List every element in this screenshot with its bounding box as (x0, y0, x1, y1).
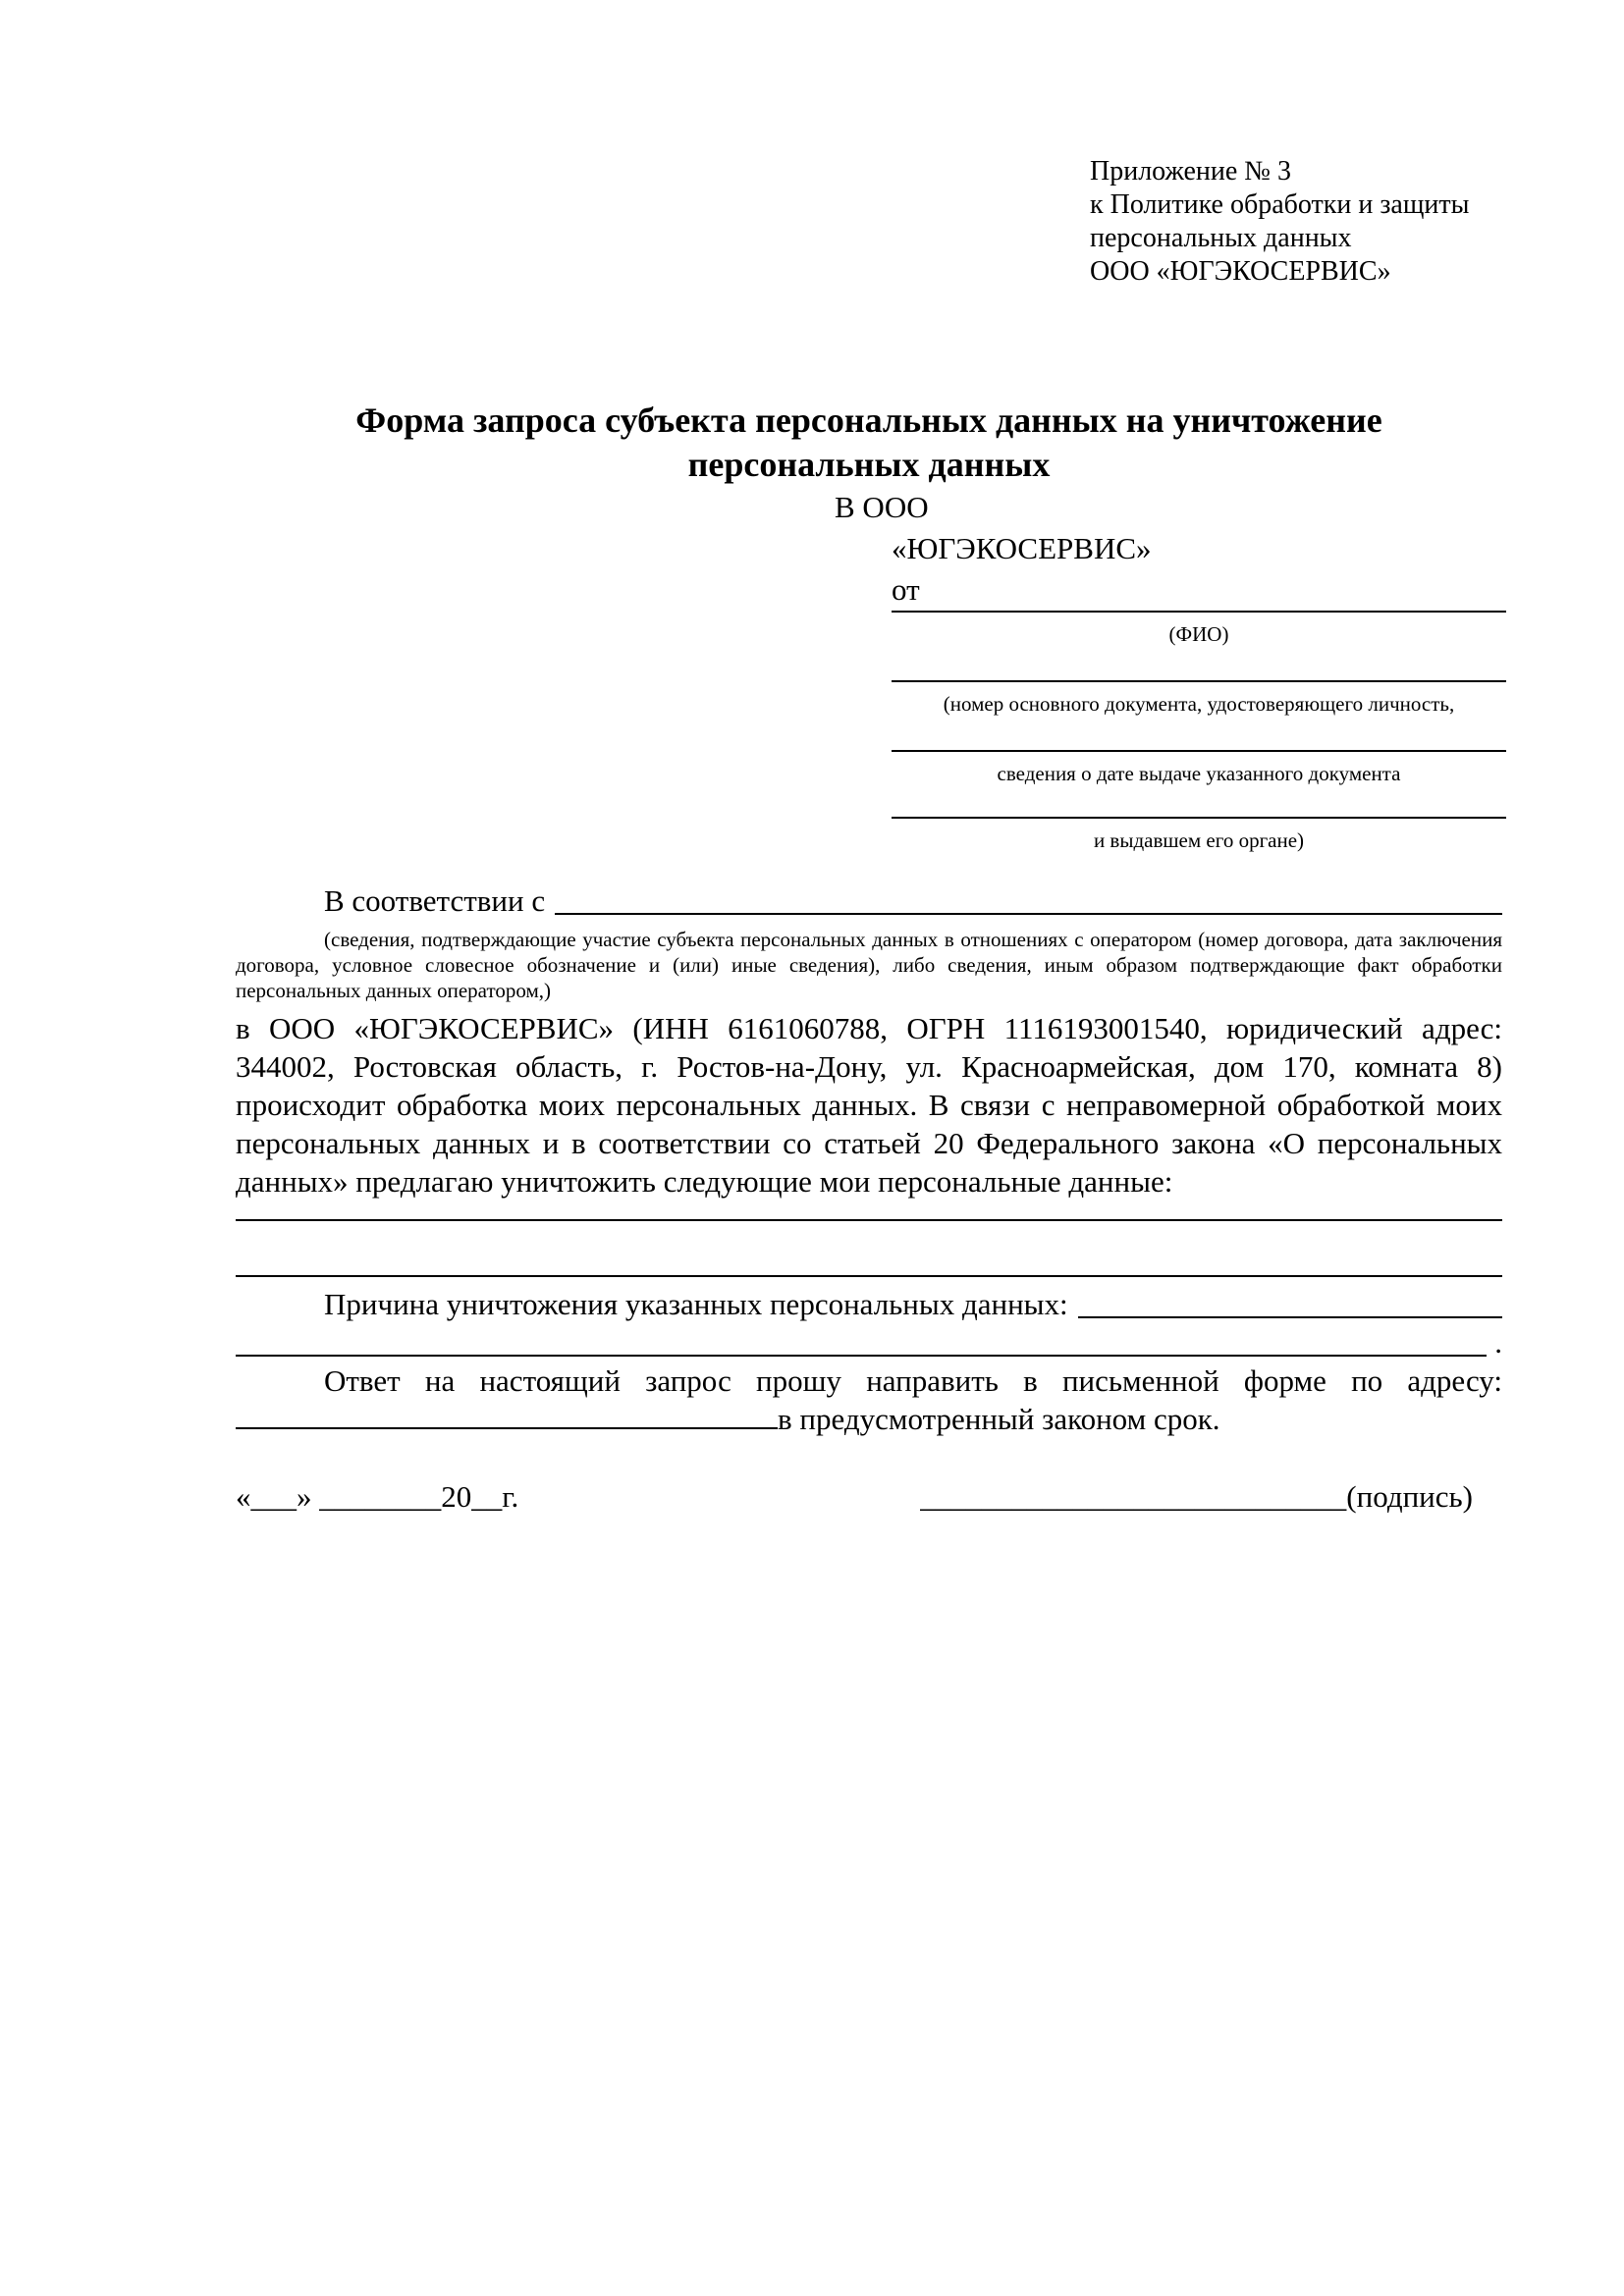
issuing-authority-blank-line (892, 817, 1506, 819)
signature-caption: (подпись) (1346, 1479, 1473, 1514)
accordance-row (236, 881, 1502, 920)
accordance-blank-line (555, 913, 1502, 915)
document-title-line2: персональных данных (687, 445, 1051, 484)
accordance-note: (сведения, подтверждающие участие субъекта персональных данных в отношениях с оператором (номер договора, дата заключения договора, условное словесное обозначение и (или) иные сведения), либо сведения, иным образом подтверждающие факт обработки персональных данных оператором,) (236, 928, 1502, 1002)
document-number-caption: (номер основного документа, удостоверяющего личность, (943, 692, 1455, 716)
fio-blank-line (892, 611, 1506, 613)
data-blank-line-2 (236, 1275, 1502, 1277)
appendix-header-line: ООО «ЮГЭКОСЕРВИС» (1090, 256, 1391, 287)
issue-date-blank-line (892, 750, 1506, 752)
accordance-prefix: В соответствии с (324, 883, 546, 918)
signature-group (920, 1477, 1473, 1516)
reason-continuation-row (236, 1323, 1502, 1362)
reason-line-period: . (1494, 1325, 1502, 1360)
appendix-header-line: Приложение № 3 (1090, 156, 1291, 187)
reason-row (236, 1285, 1502, 1323)
signature-blank-line: ____________________________ (920, 1479, 1347, 1514)
date-line: «___» ________20__г. (236, 1479, 519, 1514)
address-blank-line (236, 1427, 778, 1429)
reason-blank-line-2 (236, 1355, 1487, 1357)
fio-field-caption: (ФИО) (1168, 622, 1229, 646)
appendix-header-line: к Политике обработки и защиты (1090, 189, 1470, 220)
main-paragraph: в ООО «ЮГЭКОСЕРВИС» (ИНН 6161060788, ОГРН 1116193001540, юридический адрес: 344002, Ростовская область, г. Ростов-на-Дону, ул. Красноармейская, дом 170, комната 8) происходит обработка моих персональных данных. В связи с неправомерной обработкой моих персональных данных и в соответствии со статьей 20 Федерального закона «О персональных данных» предлагаю уничтожить следующие мои персональные данные: (236, 1011, 1502, 1199)
addressee-org-name: «ЮГЭКОСЕРВИС» (892, 531, 1152, 565)
reason-prefix: Причина уничтожения указанных персональных данных: (324, 1287, 1068, 1321)
addressee-org-prefix: В ООО (835, 490, 929, 524)
addressee-from-label: от (892, 572, 920, 607)
appendix-header (1090, 155, 1502, 289)
appendix-header-line: персональных данных (1090, 223, 1352, 253)
issuing-authority-caption: и выдавшем его органе) (1093, 828, 1305, 852)
reason-blank-line (1078, 1316, 1502, 1318)
applicant-fields (892, 611, 1506, 854)
footer-row (236, 1477, 1502, 1516)
address-row (236, 1400, 1502, 1438)
issue-date-caption: сведения о дате выдаче указанного документа (997, 762, 1401, 785)
document-title (236, 399, 1502, 487)
answer-paragraph: Ответ на настоящий запрос прошу направить в письменной форме по адресу: (324, 1363, 1502, 1398)
data-blank-line-1 (236, 1219, 1502, 1221)
document-title-line1: Форма запроса субъекта персональных данных на уничтожение (355, 400, 1382, 440)
document-number-blank-line (892, 680, 1506, 682)
answer-suffix: в предусмотренный законом срок. (778, 1402, 1220, 1436)
